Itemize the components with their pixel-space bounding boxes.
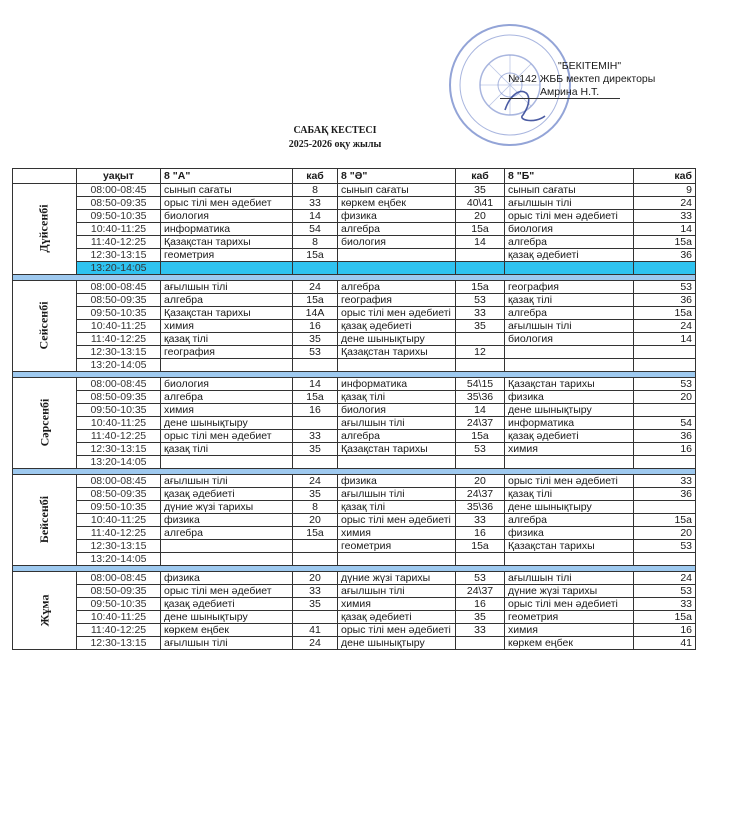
- cabinet-8a: 35: [293, 488, 338, 501]
- day-cell: [13, 475, 77, 566]
- table-row: [13, 184, 696, 197]
- cabinet-8b: 36: [634, 294, 696, 307]
- subject-8a: [161, 262, 293, 275]
- cabinet-8a: 53: [293, 346, 338, 359]
- schedule-title: САБАҚ КЕСТЕСІ: [293, 125, 377, 136]
- cabinet-8a: 15а: [293, 294, 338, 307]
- subject-8b: көркем еңбек: [505, 637, 634, 650]
- cabinet-8a: 20: [293, 572, 338, 585]
- cabinet-8b: 36: [634, 430, 696, 443]
- table-row: [13, 378, 696, 391]
- subject-8ae: [338, 249, 456, 262]
- subject-8a: [161, 359, 293, 372]
- subject-8b: дене шынықтыру: [505, 404, 634, 417]
- subject-8ae: химия: [338, 598, 456, 611]
- subject-8b: [505, 262, 634, 275]
- table-row: [13, 210, 696, 223]
- cabinet-8a: 33: [293, 430, 338, 443]
- cabinet-8b: 24: [634, 572, 696, 585]
- subject-8b: ағылшын тілі: [505, 572, 634, 585]
- subject-8b: [505, 553, 634, 566]
- time-slot: 08:00-08:45: [77, 184, 161, 197]
- cabinet-8a: 14: [293, 378, 338, 391]
- header-cabinet-8a: каб: [293, 169, 338, 184]
- subject-8ae: алгебра: [338, 430, 456, 443]
- cabinet-8b: [634, 404, 696, 417]
- header-class-8a: 8 "А": [161, 169, 293, 184]
- subject-8b: орыс тілі мен әдебиеті: [505, 210, 634, 223]
- subject-8b: дүние жүзі тарихы: [505, 585, 634, 598]
- time-slot: 11:40-12:25: [77, 333, 161, 346]
- subject-8b: орыс тілі мен әдебиеті: [505, 598, 634, 611]
- approval-position: №142 ЖББ мектеп директоры: [508, 73, 656, 85]
- cabinet-8a: 24: [293, 281, 338, 294]
- subject-8b: қазақ әдебиеті: [505, 430, 634, 443]
- day-name: Сейсенбі: [36, 301, 51, 350]
- cabinet-8b: 24: [634, 320, 696, 333]
- subject-8ae: физика: [338, 210, 456, 223]
- cabinet-8b: 16: [634, 624, 696, 637]
- cabinet-8a: 35: [293, 443, 338, 456]
- subject-8ae: көркем еңбек: [338, 197, 456, 210]
- subject-8ae: сынып сағаты: [338, 184, 456, 197]
- subject-8ae: ағылшын тілі: [338, 585, 456, 598]
- cabinet-8b: 15а: [634, 236, 696, 249]
- table-header-row: [13, 169, 696, 184]
- cabinet-8a: [293, 262, 338, 275]
- day-cell: [13, 184, 77, 275]
- subject-8a: алгебра: [161, 391, 293, 404]
- cabinet-8b: 53: [634, 281, 696, 294]
- subject-8b: сынып сағаты: [505, 184, 634, 197]
- time-slot: 08:00-08:45: [77, 281, 161, 294]
- subject-8b: физика: [505, 527, 634, 540]
- cabinet-8ae: 54\15: [456, 378, 505, 391]
- cabinet-8a: [293, 359, 338, 372]
- cabinet-8b: 36: [634, 249, 696, 262]
- cabinet-8ae: 35: [456, 611, 505, 624]
- cabinet-8b: 20: [634, 527, 696, 540]
- time-slot: 12:30-13:15: [77, 540, 161, 553]
- cabinet-8b: 33: [634, 210, 696, 223]
- subject-8ae: химия: [338, 527, 456, 540]
- subject-8ae: қазақ әдебиеті: [338, 611, 456, 624]
- cabinet-8b: [634, 456, 696, 469]
- cabinet-8ae: 15а: [456, 223, 505, 236]
- subject-8ae: дүние жүзі тарихы: [338, 572, 456, 585]
- subject-8a: химия: [161, 320, 293, 333]
- time-slot: 10:40-11:25: [77, 320, 161, 333]
- subject-8a: ағылшын тілі: [161, 475, 293, 488]
- cabinet-8a: 33: [293, 197, 338, 210]
- table-row: [13, 624, 696, 637]
- cabinet-8b: 54: [634, 417, 696, 430]
- cabinet-8b: [634, 553, 696, 566]
- cabinet-8ae: [456, 249, 505, 262]
- cabinet-8b: 36: [634, 488, 696, 501]
- subject-8a: дене шынықтыру: [161, 611, 293, 624]
- subject-8ae: алгебра: [338, 223, 456, 236]
- subject-8b: [505, 456, 634, 469]
- cabinet-8ae: [456, 637, 505, 650]
- table-row: [13, 281, 696, 294]
- table-row: [13, 430, 696, 443]
- table-row: [13, 417, 696, 430]
- subject-8b: ағылшын тілі: [505, 320, 634, 333]
- subject-8ae: қазақ тілі: [338, 391, 456, 404]
- header-day: [13, 169, 77, 184]
- time-slot: 12:30-13:15: [77, 249, 161, 262]
- subject-8a: дене шынықтыру: [161, 417, 293, 430]
- subject-8b: [505, 359, 634, 372]
- subject-8ae: Қазақстан тарихы: [338, 443, 456, 456]
- time-slot: 08:50-09:35: [77, 294, 161, 307]
- table-row: [13, 540, 696, 553]
- subject-8b: информатика: [505, 417, 634, 430]
- subject-8a: биология: [161, 210, 293, 223]
- subject-8a: ағылшын тілі: [161, 637, 293, 650]
- cabinet-8b: 33: [634, 475, 696, 488]
- subject-8ae: орыс тілі мен әдебиеті: [338, 514, 456, 527]
- time-slot: 11:40-12:25: [77, 624, 161, 637]
- table-row: [13, 475, 696, 488]
- cabinet-8b: 15а: [634, 307, 696, 320]
- subject-8b: география: [505, 281, 634, 294]
- cabinet-8ae: 20: [456, 475, 505, 488]
- schedule-body: [13, 184, 696, 650]
- cabinet-8ae: [456, 456, 505, 469]
- cabinet-8b: 16: [634, 443, 696, 456]
- cabinet-8b: 33: [634, 598, 696, 611]
- table-row: [13, 333, 696, 346]
- table-row: [13, 527, 696, 540]
- cabinet-8b: [634, 346, 696, 359]
- subject-8a: геометрия: [161, 249, 293, 262]
- time-slot: 09:50-10:35: [77, 307, 161, 320]
- cabinet-8ae: [456, 359, 505, 372]
- cabinet-8ae: 53: [456, 294, 505, 307]
- cabinet-8ae: 35\36: [456, 391, 505, 404]
- subject-8ae: Қазақстан тарихы: [338, 346, 456, 359]
- cabinet-8b: 14: [634, 223, 696, 236]
- subject-8ae: геометрия: [338, 540, 456, 553]
- cabinet-8ae: 14: [456, 236, 505, 249]
- cabinet-8a: [293, 417, 338, 430]
- time-slot: 10:40-11:25: [77, 417, 161, 430]
- subject-8b: қазақ тілі: [505, 488, 634, 501]
- subject-8ae: [338, 359, 456, 372]
- cabinet-8a: 15а: [293, 391, 338, 404]
- header-cabinet-8ae: каб: [456, 169, 505, 184]
- subject-8ae: қазақ әдебиеті: [338, 320, 456, 333]
- subject-8ae: орыс тілі мен әдебиеті: [338, 307, 456, 320]
- subject-8a: алгебра: [161, 527, 293, 540]
- cabinet-8b: 20: [634, 391, 696, 404]
- subject-8ae: биология: [338, 236, 456, 249]
- cabinet-8b: 15а: [634, 611, 696, 624]
- table-row: [13, 346, 696, 359]
- cabinet-8ae: 35: [456, 320, 505, 333]
- time-slot: 09:50-10:35: [77, 404, 161, 417]
- day-cell: [13, 572, 77, 650]
- subject-8b: ағылшын тілі: [505, 197, 634, 210]
- academic-year: 2025-2026 оқу жылы: [288, 139, 382, 150]
- cabinet-8ae: 53: [456, 572, 505, 585]
- table-row: [13, 359, 696, 372]
- cabinet-8ae: 20: [456, 210, 505, 223]
- cabinet-8ae: [456, 262, 505, 275]
- subject-8b: геометрия: [505, 611, 634, 624]
- time-slot: 10:40-11:25: [77, 514, 161, 527]
- time-slot: 13:20-14:05: [77, 359, 161, 372]
- time-slot: 09:50-10:35: [77, 501, 161, 514]
- table-row: [13, 501, 696, 514]
- cabinet-8a: 35: [293, 333, 338, 346]
- subject-8b: биология: [505, 333, 634, 346]
- schedule-table: [12, 168, 696, 650]
- subject-8a: [161, 553, 293, 566]
- subject-8b: алгебра: [505, 307, 634, 320]
- cabinet-8ae: [456, 333, 505, 346]
- subject-8a: сынып сағаты: [161, 184, 293, 197]
- subject-8a: орыс тілі мен әдебиет: [161, 430, 293, 443]
- cabinet-8a: 54: [293, 223, 338, 236]
- cabinet-8a: [293, 540, 338, 553]
- subject-8a: физика: [161, 514, 293, 527]
- cabinet-8a: 14А: [293, 307, 338, 320]
- table-row: [13, 197, 696, 210]
- cabinet-8a: 24: [293, 637, 338, 650]
- table-row: [13, 320, 696, 333]
- cabinet-8ae: 15а: [456, 281, 505, 294]
- approval-heading: "БЕКІТЕМІН": [558, 60, 622, 72]
- cabinet-8b: [634, 359, 696, 372]
- cabinet-8b: 9: [634, 184, 696, 197]
- cabinet-8ae: 24\37: [456, 488, 505, 501]
- page-title: [250, 124, 420, 152]
- time-slot: 13:20-14:05: [77, 553, 161, 566]
- cabinet-8ae: 24\37: [456, 585, 505, 598]
- cabinet-8ae: 16: [456, 598, 505, 611]
- cabinet-8b: 41: [634, 637, 696, 650]
- table-row: [13, 456, 696, 469]
- subject-8b: биология: [505, 223, 634, 236]
- time-slot: 08:50-09:35: [77, 197, 161, 210]
- cabinet-8ae: 14: [456, 404, 505, 417]
- table-row: [13, 223, 696, 236]
- cabinet-8b: 14: [634, 333, 696, 346]
- subject-8a: көркем еңбек: [161, 624, 293, 637]
- subject-8b: дене шынықтыру: [505, 501, 634, 514]
- subject-8a: Қазақстан тарихы: [161, 307, 293, 320]
- cabinet-8b: 53: [634, 585, 696, 598]
- cabinet-8ae: 16: [456, 527, 505, 540]
- subject-8b: Қазақстан тарихы: [505, 540, 634, 553]
- time-slot: 10:40-11:25: [77, 611, 161, 624]
- cabinet-8a: [293, 456, 338, 469]
- time-slot: 13:20-14:05: [77, 262, 161, 275]
- table-row: [13, 488, 696, 501]
- header-class-8b: 8 "Б": [505, 169, 634, 184]
- cabinet-8a: 8: [293, 184, 338, 197]
- subject-8a: география: [161, 346, 293, 359]
- cabinet-8ae: 33: [456, 514, 505, 527]
- table-row: [13, 443, 696, 456]
- cabinet-8a: 20: [293, 514, 338, 527]
- subject-8a: орыс тілі мен әдебиет: [161, 197, 293, 210]
- time-slot: 12:30-13:15: [77, 443, 161, 456]
- cabinet-8a: 33: [293, 585, 338, 598]
- subject-8b: қазақ тілі: [505, 294, 634, 307]
- subject-8b: химия: [505, 624, 634, 637]
- subject-8ae: дене шынықтыру: [338, 637, 456, 650]
- subject-8b: [505, 346, 634, 359]
- table-row: [13, 598, 696, 611]
- subject-8ae: [338, 262, 456, 275]
- day-name: Дүйсенбі: [37, 204, 51, 253]
- time-slot: 09:50-10:35: [77, 598, 161, 611]
- day-name: Бейсенбі: [36, 495, 51, 544]
- cabinet-8a: [293, 553, 338, 566]
- day-name: Сәрсенбі: [37, 398, 51, 447]
- approval-director-name: Амрина Н.Т.: [540, 86, 600, 98]
- table-row: [13, 262, 696, 275]
- subject-8ae: алгебра: [338, 281, 456, 294]
- table-row: [13, 307, 696, 320]
- table-row: [13, 236, 696, 249]
- cabinet-8a: 35: [293, 598, 338, 611]
- subject-8a: биология: [161, 378, 293, 391]
- cabinet-8a: [293, 611, 338, 624]
- subject-8ae: ағылшын тілі: [338, 488, 456, 501]
- subject-8ae: [338, 456, 456, 469]
- cabinet-8ae: 40\41: [456, 197, 505, 210]
- cabinet-8b: 24: [634, 197, 696, 210]
- subject-8a: Қазақстан тарихы: [161, 236, 293, 249]
- table-row: [13, 585, 696, 598]
- day-cell: [13, 378, 77, 469]
- time-slot: 08:00-08:45: [77, 572, 161, 585]
- subject-8b: орыс тілі мен әдебиеті: [505, 475, 634, 488]
- cabinet-8a: 15а: [293, 527, 338, 540]
- subject-8a: химия: [161, 404, 293, 417]
- subject-8b: Қазақстан тарихы: [505, 378, 634, 391]
- subject-8ae: қазақ тілі: [338, 501, 456, 514]
- subject-8a: қазақ тілі: [161, 443, 293, 456]
- header-cabinet-8b: каб: [634, 169, 696, 184]
- day-cell: [13, 281, 77, 372]
- subject-8ae: ағылшын тілі: [338, 417, 456, 430]
- time-slot: 08:50-09:35: [77, 585, 161, 598]
- cabinet-8a: 8: [293, 236, 338, 249]
- time-slot: 08:50-09:35: [77, 488, 161, 501]
- subject-8b: қазақ әдебиеті: [505, 249, 634, 262]
- subject-8a: информатика: [161, 223, 293, 236]
- subject-8a: қазақ әдебиеті: [161, 488, 293, 501]
- subject-8ae: биология: [338, 404, 456, 417]
- cabinet-8ae: [456, 553, 505, 566]
- subject-8a: [161, 540, 293, 553]
- cabinet-8ae: 53: [456, 443, 505, 456]
- time-slot: 08:50-09:35: [77, 391, 161, 404]
- subject-8a: дүние жүзі тарихы: [161, 501, 293, 514]
- cabinet-8a: 16: [293, 320, 338, 333]
- subject-8ae: информатика: [338, 378, 456, 391]
- subject-8ae: дене шынықтыру: [338, 333, 456, 346]
- table-row: [13, 572, 696, 585]
- cabinet-8b: [634, 262, 696, 275]
- cabinet-8ae: 35: [456, 184, 505, 197]
- subject-8a: [161, 456, 293, 469]
- subject-8ae: [338, 553, 456, 566]
- subject-8a: орыс тілі мен әдебиет: [161, 585, 293, 598]
- table-row: [13, 553, 696, 566]
- cabinet-8ae: 15а: [456, 430, 505, 443]
- cabinet-8ae: 24\37: [456, 417, 505, 430]
- cabinet-8ae: 12: [456, 346, 505, 359]
- subject-8a: физика: [161, 572, 293, 585]
- subject-8b: химия: [505, 443, 634, 456]
- table-row: [13, 637, 696, 650]
- subject-8ae: физика: [338, 475, 456, 488]
- table-row: [13, 611, 696, 624]
- table-row: [13, 249, 696, 262]
- table-row: [13, 294, 696, 307]
- subject-8b: алгебра: [505, 236, 634, 249]
- time-slot: 10:40-11:25: [77, 223, 161, 236]
- time-slot: 09:50-10:35: [77, 210, 161, 223]
- time-slot: 08:00-08:45: [77, 475, 161, 488]
- subject-8a: алгебра: [161, 294, 293, 307]
- cabinet-8ae: 33: [456, 307, 505, 320]
- cabinet-8b: 15а: [634, 514, 696, 527]
- cabinet-8b: 53: [634, 540, 696, 553]
- cabinet-8ae: 35\36: [456, 501, 505, 514]
- cabinet-8a: 14: [293, 210, 338, 223]
- time-slot: 08:00-08:45: [77, 378, 161, 391]
- time-slot: 11:40-12:25: [77, 430, 161, 443]
- cabinet-8a: 41: [293, 624, 338, 637]
- subject-8a: қазақ әдебиеті: [161, 598, 293, 611]
- cabinet-8a: 16: [293, 404, 338, 417]
- cabinet-8a: 24: [293, 475, 338, 488]
- cabinet-8a: 8: [293, 501, 338, 514]
- subject-8b: физика: [505, 391, 634, 404]
- table-row: [13, 514, 696, 527]
- time-slot: 11:40-12:25: [77, 236, 161, 249]
- table-row: [13, 404, 696, 417]
- time-slot: 12:30-13:15: [77, 346, 161, 359]
- day-name: Жұма: [37, 594, 51, 626]
- cabinet-8b: 53: [634, 378, 696, 391]
- subject-8a: қазақ тілі: [161, 333, 293, 346]
- time-slot: 13:20-14:05: [77, 456, 161, 469]
- time-slot: 12:30-13:15: [77, 637, 161, 650]
- table-row: [13, 391, 696, 404]
- header-time: уақыт: [77, 169, 161, 184]
- time-slot: 11:40-12:25: [77, 527, 161, 540]
- header-class-8ae: 8 "Ә": [338, 169, 456, 184]
- cabinet-8ae: 33: [456, 624, 505, 637]
- cabinet-8b: [634, 501, 696, 514]
- subject-8ae: орыс тілі мен әдебиеті: [338, 624, 456, 637]
- subject-8ae: география: [338, 294, 456, 307]
- subject-8a: ағылшын тілі: [161, 281, 293, 294]
- subject-8b: алгебра: [505, 514, 634, 527]
- cabinet-8ae: 15а: [456, 540, 505, 553]
- cabinet-8a: 15а: [293, 249, 338, 262]
